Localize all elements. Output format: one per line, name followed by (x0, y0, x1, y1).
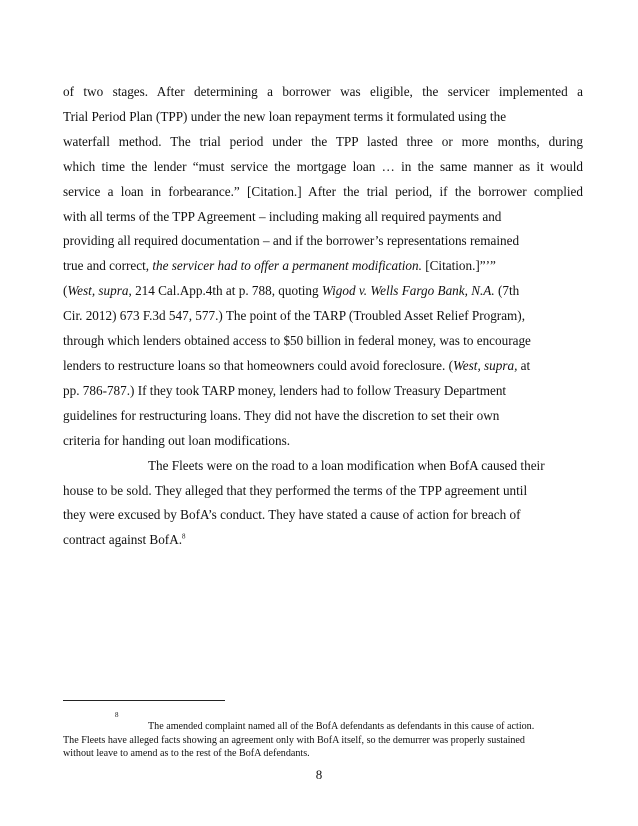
body-line-14: guidelines for restructuring loans. They did not have the discretion to set their own (63, 407, 500, 423)
body-line-6: with all terms of the TPP Agreement – including making all required payments and (63, 208, 502, 224)
body-line-5: service a loan in forbearance.” [Citation.] After the trial period, if the borrower complied (63, 183, 583, 199)
line9-part-2: , 214 Cal.App.4th at p. 788, quoting (128, 283, 322, 299)
body-line-8 (63, 254, 583, 279)
line8-italic-text: the servicer had to offer a permanent modification. (152, 258, 422, 274)
line12-part-2: at (517, 357, 531, 373)
line19-text: contract against BofA. (63, 532, 183, 548)
body-line-19 (63, 528, 583, 553)
body-line-12 (63, 354, 583, 379)
footnote-number: 8 (115, 711, 119, 719)
body-line-18: they were excused by BofA’s conduct. They have stated a cause of action for breach of (63, 507, 521, 523)
citation-west-supra-2: West, supra, (453, 357, 518, 373)
line9-part-3: (7th (494, 283, 520, 299)
line8-text-after: [Citation.]”’” (421, 258, 496, 274)
body-line-10: Cir. 2012) 673 F.3d 547, 577.) The point of the TARP (Troubled Asset Relief Program), (63, 308, 525, 324)
body-line-16: The Fleets were on the road to a loan modification when BofA caused their (148, 457, 545, 473)
body-text (63, 80, 583, 553)
body-line-17: house to be sold. They alleged that they performed the terms of the TPP agreement until (63, 482, 528, 498)
body-line-3: waterfall method. The trial period under the TPP lasted three or more months, during (63, 133, 583, 149)
footnote-divider (63, 700, 225, 701)
body-line-2: Trial Period Plan (TPP) under the new loan repayment terms it formulated using the (63, 108, 507, 124)
footnote-line-2: The Fleets have alleged facts showing an agreement only with BofA itself, so the demurrer was properly sustained (63, 734, 525, 746)
body-line-11: through which lenders obtained access to $50 billion in federal money, was to encourage (63, 333, 531, 349)
footnote (63, 711, 583, 761)
body-line-7: providing all required documentation – and if the borrower’s representations remained (63, 233, 520, 249)
footnote-line-3: without leave to amend as to the rest of the BofA defendants. (63, 748, 310, 759)
line8-text-before: true and correct, (63, 258, 153, 274)
footnote-reference: 8 (182, 532, 186, 541)
line9-part-1: ( (63, 283, 68, 299)
body-line-13: pp. 786-787.) If they took TARP money, lenders had to follow Treasury Department (63, 382, 507, 398)
body-line-4: which time the lender “must service the mortgage loan … in the same manner as it would (63, 158, 583, 174)
body-line-15: criteria for handing out loan modifications. (63, 432, 291, 448)
line12-part-1: lenders to restructure loans so that homeowners could avoid foreclosure. ( (63, 357, 454, 373)
body-line-9 (63, 279, 583, 304)
citation-west-supra: West, supra (67, 283, 129, 299)
body-line-1: of two stages. After determining a borrower was eligible, the servicer implemented a (63, 84, 583, 99)
footnote-line-1: The amended complaint named all of the BofA defendants as defendants in this cause of action. (148, 721, 535, 732)
citation-wigod: Wigod v. Wells Fargo Bank, N.A. (321, 283, 495, 299)
page-number: 8 (315, 767, 323, 782)
